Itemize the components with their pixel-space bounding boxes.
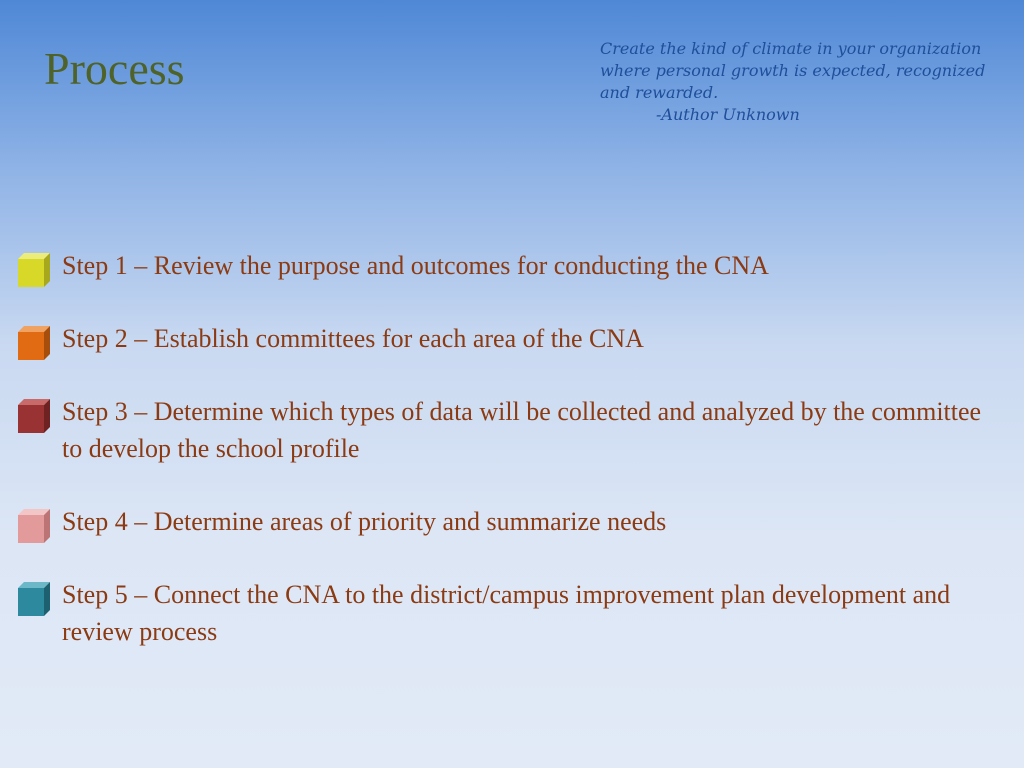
step-item-1: [16, 247, 1006, 284]
steps-list: [16, 247, 1006, 686]
step-item-3: [16, 393, 1006, 467]
step-item-4: [16, 503, 1006, 540]
step-item-2: [16, 320, 1006, 357]
quote-text: Create the kind of climate in your organization where personal growth is expected, recognized and rewarded.: [600, 39, 986, 102]
cube-bullet-icon: [16, 324, 52, 360]
cube-bullet-icon: [16, 580, 52, 616]
step-text: Step 5 – Connect the CNA to the district/campus improvement plan development and review process: [62, 580, 951, 646]
step-text: Step 3 – Determine which types of data will be collected and analyzed by the committee to develop the school profile: [62, 397, 982, 463]
slide-title: Process: [44, 43, 185, 94]
step-text: Step 4 – Determine areas of priority and summarize needs: [62, 507, 667, 536]
step-text: Step 2 – Establish committees for each area of the CNA: [62, 324, 644, 353]
step-item-5: [16, 576, 1006, 650]
step-text: Step 1 – Review the purpose and outcomes for conducting the CNA: [62, 251, 769, 280]
cube-bullet-icon: [16, 397, 52, 433]
quote-block: [600, 38, 1020, 126]
cube-bullet-icon: [16, 507, 52, 543]
cube-bullet-icon: [16, 251, 52, 287]
quote-author: -Author Unknown: [656, 105, 800, 124]
